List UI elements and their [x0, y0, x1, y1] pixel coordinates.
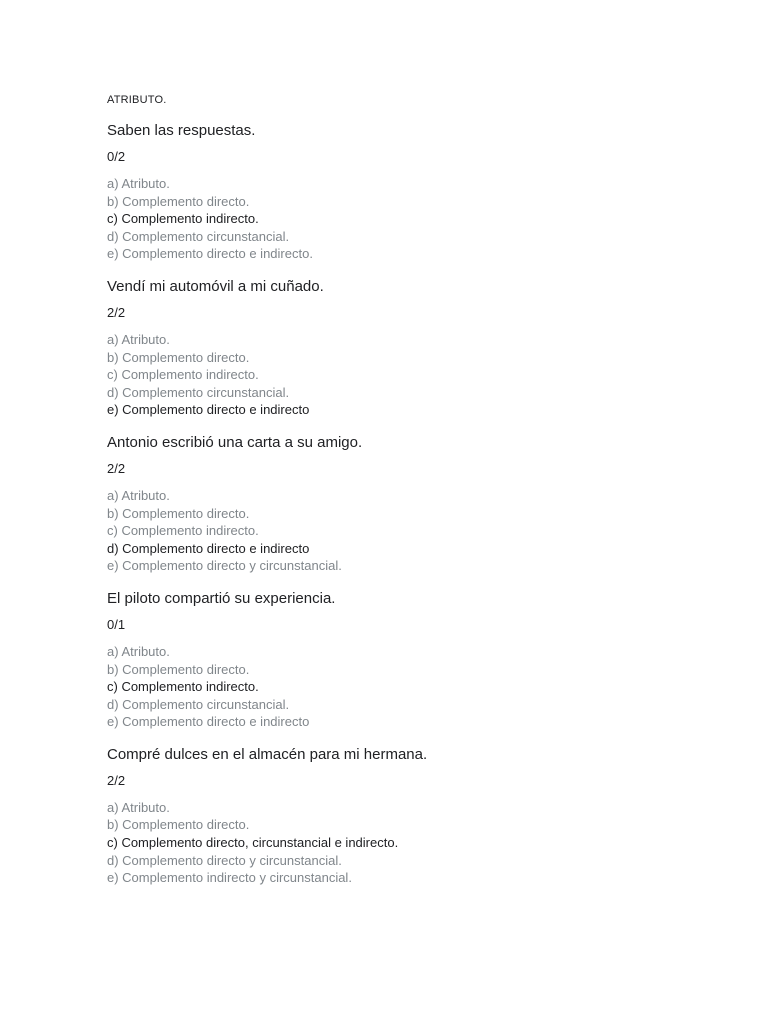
answer-option[interactable]: e) Complemento directo e indirecto — [107, 714, 310, 730]
answer-option[interactable]: b) Complemento directo. — [107, 505, 250, 521]
section-label: ATRIBUTO. — [107, 94, 167, 106]
answer-options — [107, 487, 707, 575]
question-score: 2/2 — [107, 772, 126, 788]
answer-option[interactable]: b) Complemento directo. — [107, 193, 250, 209]
question-title: Antonio escribió una carta a su amigo. — [107, 433, 363, 451]
answer-option[interactable]: a) Atributo. — [107, 487, 170, 503]
answer-option-selected[interactable]: d) Complemento directo e indirecto — [107, 540, 310, 556]
answer-option[interactable]: c) Complemento indirecto. — [107, 523, 259, 539]
question-title: El piloto compartió su experiencia. — [107, 589, 336, 607]
answer-option[interactable]: d) Complemento circunstancial. — [107, 384, 290, 400]
answer-option[interactable]: b) Complemento directo. — [107, 817, 250, 833]
answer-option[interactable]: b) Complemento directo. — [107, 349, 250, 365]
answer-option-selected[interactable]: c) Complemento directo, circunstancial e indirecto. — [107, 835, 399, 851]
answer-option[interactable]: e) Complemento directo y circunstancial. — [107, 558, 342, 574]
question-title: Vendí mi automóvil a mi cuñado. — [107, 277, 324, 295]
question-1 — [107, 121, 707, 263]
answer-option[interactable]: a) Atributo. — [107, 176, 170, 191]
question-score: 0/1 — [107, 616, 126, 632]
question-score: 2/2 — [107, 460, 126, 476]
question-3 — [107, 433, 707, 575]
answer-options — [107, 331, 707, 419]
answer-options — [107, 799, 707, 887]
question-title: Compré dulces en el almacén para mi hermana. — [107, 745, 428, 763]
answer-option-selected[interactable]: e) Complemento directo e indirecto — [107, 402, 310, 418]
question-5 — [107, 745, 707, 887]
answer-option[interactable]: a) Atributo. — [107, 643, 170, 659]
answer-option-selected[interactable]: c) Complemento indirecto. — [107, 679, 259, 695]
answer-option[interactable]: d) Complemento circunstancial. — [107, 228, 290, 244]
question-4 — [107, 589, 707, 731]
answer-option[interactable]: d) Complemento circunstancial. — [107, 696, 290, 712]
answer-options — [107, 175, 707, 263]
answer-option[interactable]: d) Complemento directo y circunstancial. — [107, 852, 342, 868]
answer-option-selected[interactable]: c) Complemento indirecto. — [107, 211, 259, 227]
question-score: 0/2 — [107, 149, 126, 164]
answer-option[interactable]: b) Complemento directo. — [107, 661, 250, 677]
answer-option[interactable]: e) Complemento indirecto y circunstancial. — [107, 870, 352, 886]
answer-option[interactable]: c) Complemento indirecto. — [107, 367, 259, 383]
answer-option[interactable]: a) Atributo. — [107, 799, 170, 815]
question-2 — [107, 277, 707, 419]
question-score: 2/2 — [107, 304, 126, 320]
quiz-results — [107, 92, 707, 901]
question-title: Saben las respuestas. — [107, 122, 256, 139]
answer-options — [107, 643, 707, 731]
answer-option[interactable]: a) Atributo. — [107, 331, 170, 347]
answer-option[interactable]: e) Complemento directo e indirecto. — [107, 246, 313, 262]
